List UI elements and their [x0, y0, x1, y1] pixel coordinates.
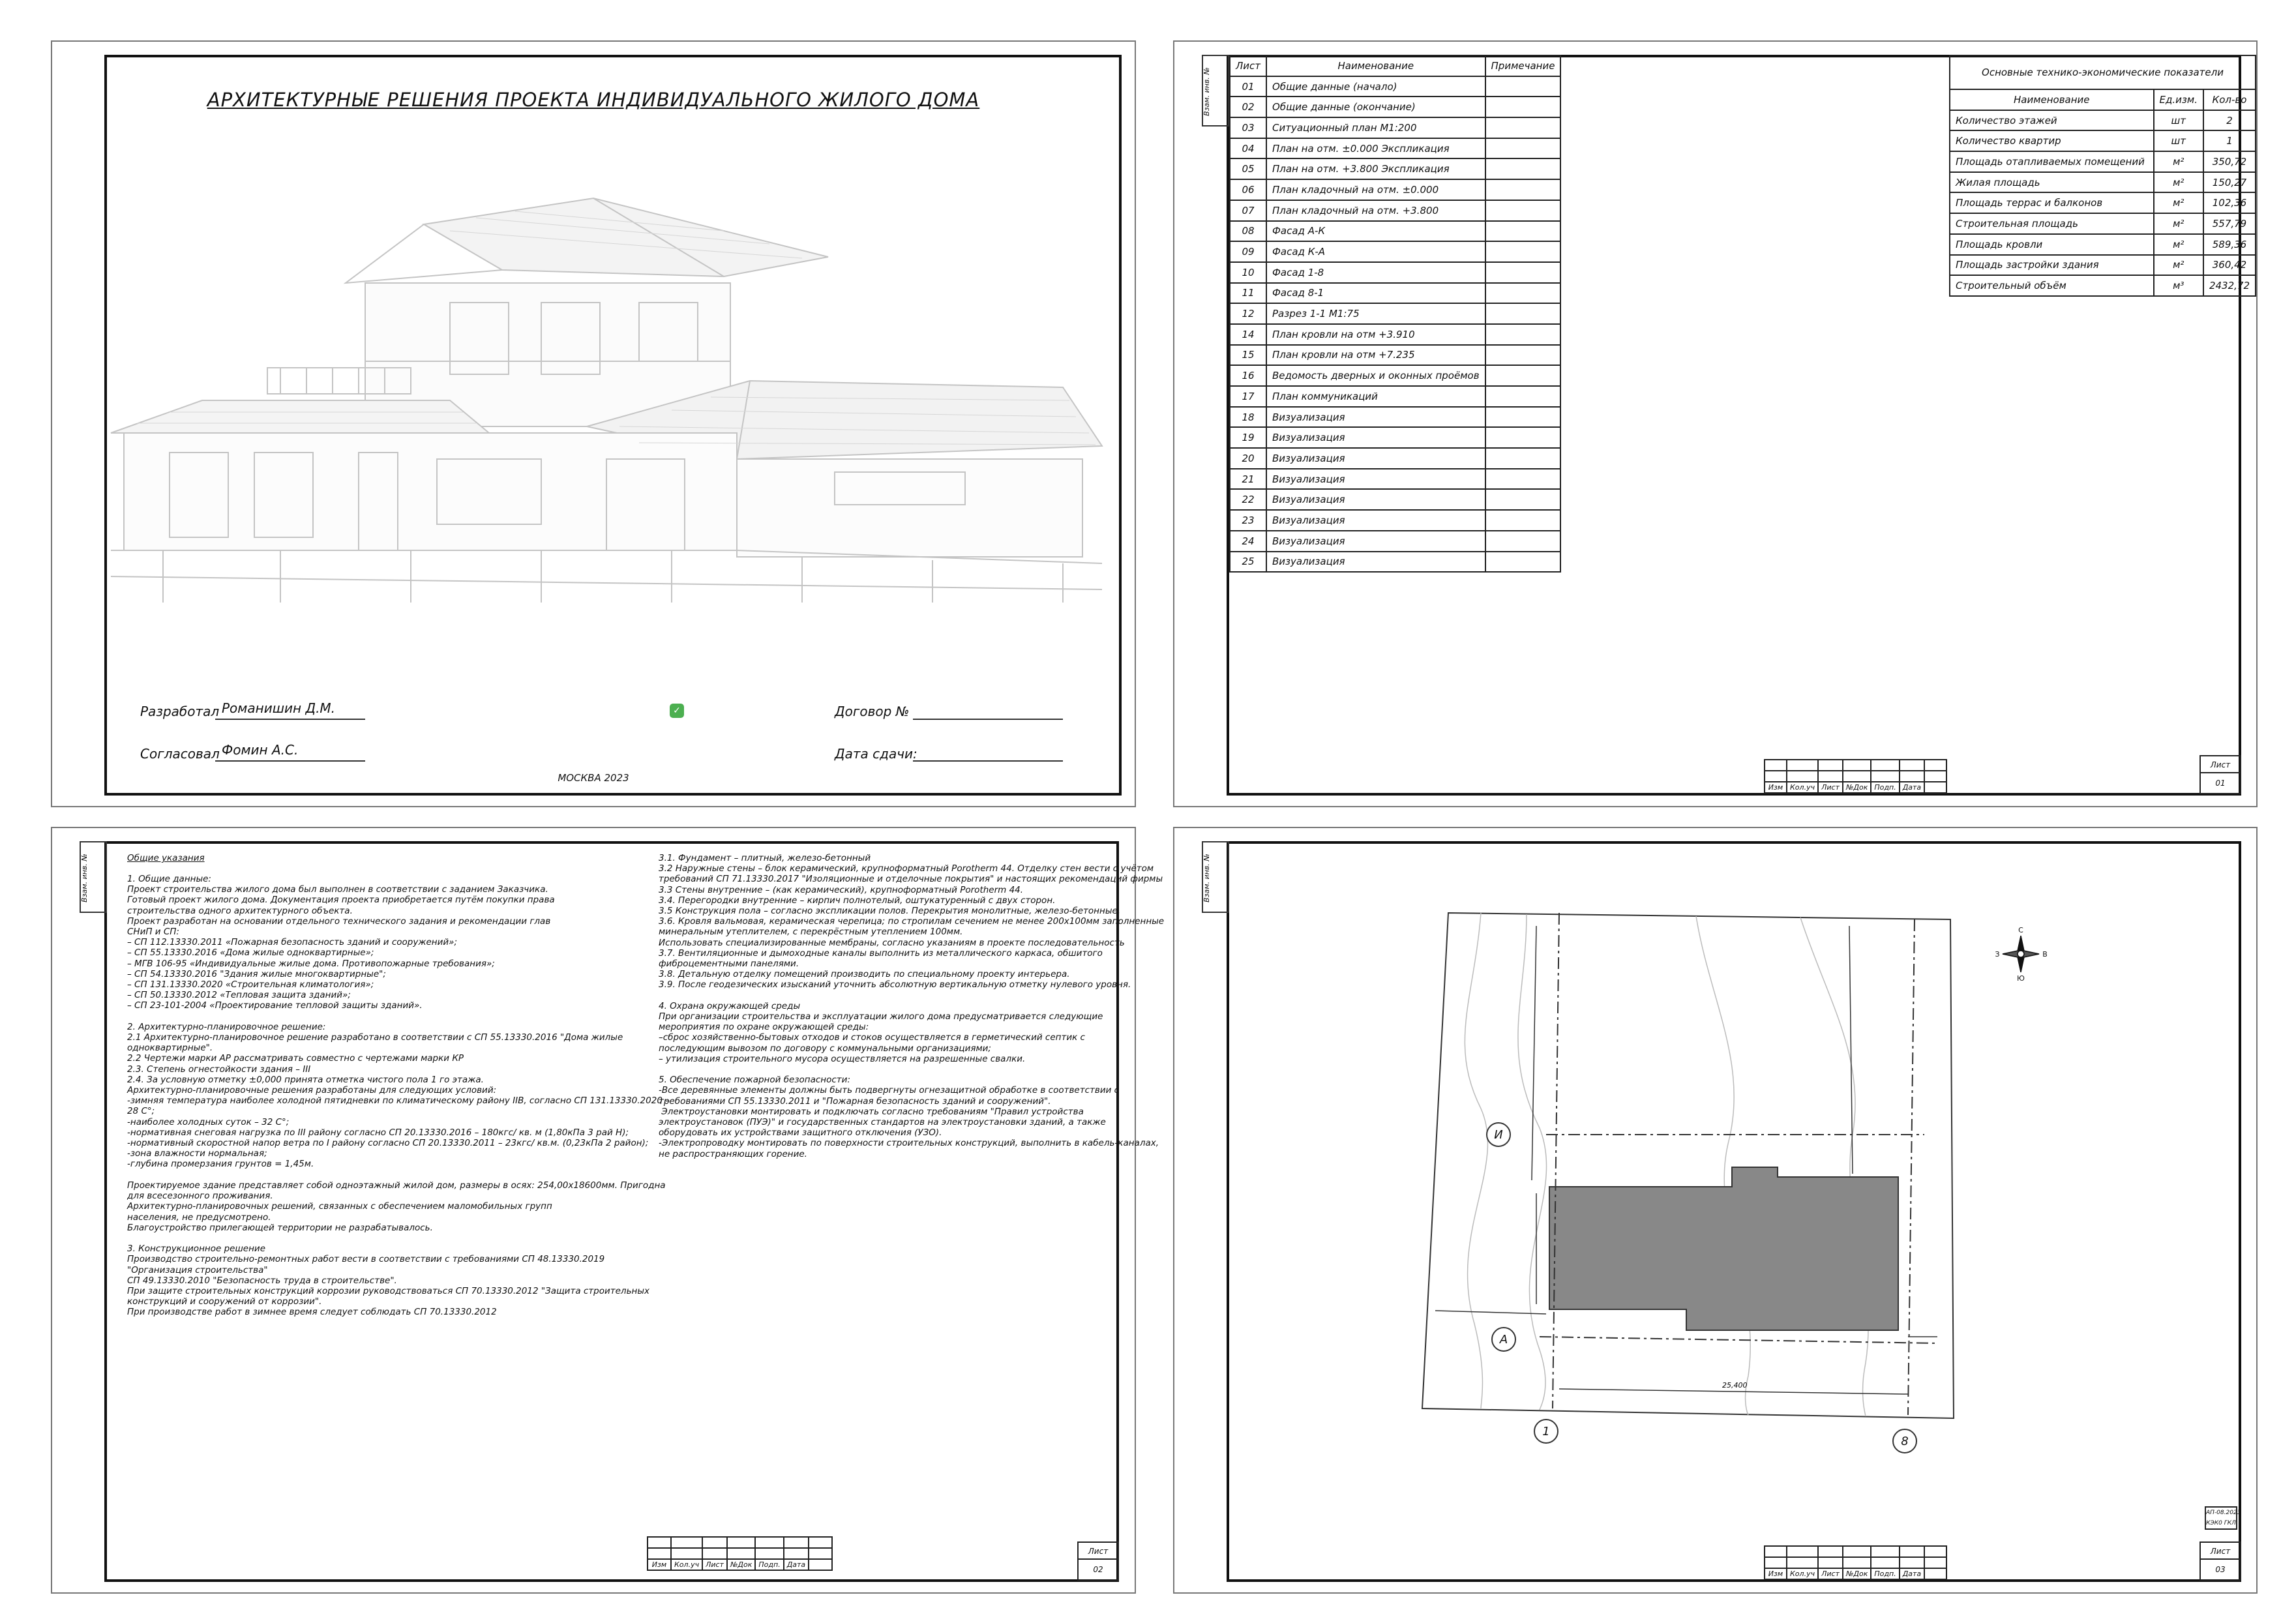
contents-sheet-name: План коммуникаций: [1266, 386, 1485, 407]
stamp-koluch: Кол.уч: [1787, 782, 1818, 793]
contents-sheet-name: План кровли на отм +7.235: [1266, 345, 1485, 366]
tep-row: [1950, 151, 2256, 172]
stamp-podp: Подп.: [1871, 1568, 1899, 1579]
tep-indicator: Площадь застройки здания: [1950, 255, 2154, 276]
contents-sheet-no: 20: [1230, 448, 1266, 469]
contents-sheet-name: Визуализация: [1266, 469, 1485, 490]
contents-sheet-name: Визуализация: [1266, 407, 1485, 428]
contents-sheet-note: [1485, 448, 1561, 469]
house-visualization: [85, 185, 1128, 616]
contents-body: [1230, 76, 1560, 573]
contents-sheet: [1173, 40, 2258, 807]
tep-indicator: Площадь отапливаемых помещений: [1950, 151, 2154, 172]
compass-north: С: [2018, 926, 2023, 934]
tep-qty: 589,36: [2203, 234, 2256, 255]
stamp-list: Лист: [1818, 782, 1843, 793]
contents-sheet-note: [1485, 76, 1561, 97]
compass-east: В: [2042, 950, 2048, 959]
contents-sheet-note: [1485, 489, 1561, 510]
sheet-number: 02: [1093, 1565, 1103, 1574]
contents-sheet-no: 08: [1230, 221, 1266, 242]
contents-sheet-no: 25: [1230, 552, 1266, 573]
contents-sheet-no: 14: [1230, 324, 1266, 345]
stamp-data: Дата: [1900, 782, 1924, 793]
stamp-data: Дата: [1900, 1568, 1924, 1579]
sheet-number-label: Лист: [2201, 1543, 2240, 1560]
contents-sheet-name: Фасад 8-1: [1266, 283, 1485, 304]
contents-sheet-note: [1485, 552, 1561, 573]
contents-sheet-name: Фасад А-К: [1266, 221, 1485, 242]
contents-row: [1230, 552, 1560, 573]
contents-sheet-name: Фасад К-А: [1266, 241, 1485, 262]
contents-sheet-no: 19: [1230, 427, 1266, 448]
contents-sheet-note: [1485, 283, 1561, 304]
site-plan-sheet: [1173, 827, 2258, 1594]
tep-qty: 150,27: [2203, 172, 2256, 193]
notes-column-right: 3.1. Фундамент – плитный, железо-бетонный 3.2 Наружные стены – блок керамический, крупноформатный Porotherm 44. Отделку стен вести с учётом требований СП 71.13330.2017 "Изоляционные и отделочные покрытия" и настоящих рекомендаций фирмы 3.3 Стены внутренние – (как керамический), крупноформатный Porotherm 44. 3.4. Перегородки внутренние – кирпич полнотелый, оштукатуренный с двух сторон. 3.5 Конструкция пола – согласно экспликации полов. Перекрытия монолитные, железо-бетонные. 3.6. Кровля вальмовая, керамическая черепица; по стропилам сечением не менее 200х100мм заполненные минеральным утеплителем, с перекрёстным утеплением 100мм. Использовать специализированные мембраны, согласно указаниям в проекте последовательность 3.7. Вентиляционные и дымоходные каналы выполнить из металлического каркаса, обшитого фиброцементными панелями. 3.8. Детальную отделку помещений производить по специальному проекту интерьера. 3.9. После геодезических изысканий уточнить абсолютную вертикальную отметку нулевого уровня. 4. Охрана окружающей среды При организации строительства и эксплуатации жилого дома предусматривается следующие мероприятия по охране окружающей среды: –сброс хозяйственно-бытовых отходов и стоков осуществляется в герметический септик с последующим вывозом по договору с коммунальными организациями; – утилизация строительного мусора осуществляется на разрешенные свалки. 5. Обеспечение пожарной безопасности: -Все деревянные элементы должны быть подвергнуты огнезащитной обработке в соответствии с требованиями СП 55.13330.2011 и "Пожарная безопасность зданий и сооружений". Электроустановки монтировать и подключать согласно требованиям "Правил устройства электроустановок (ПУЭ)" и государственных стандартов на электроустановки зданий, а также оборудовать их устройствами защитного отключения (УЗО). -Электропроводку монтировать по поверхности строительных конструкций, выполнить в кабель-каналах, не распространяющих горение.: [659, 853, 1165, 1159]
tep-unit: м²: [2154, 255, 2203, 276]
contents-row: [1230, 200, 1560, 221]
contents-sheet-note: [1485, 324, 1561, 345]
contents-row: [1230, 365, 1560, 386]
contents-row: [1230, 531, 1560, 552]
contents-sheet-no: 23: [1230, 510, 1266, 531]
sheet-number-label: Лист: [2201, 756, 2240, 773]
stamp-podp: Подп.: [755, 1559, 783, 1570]
contents-row: [1230, 407, 1560, 428]
contents-row: [1230, 76, 1560, 97]
tep-indicator: Площадь террас и балконов: [1950, 192, 2154, 213]
contents-sheet-no: 05: [1230, 158, 1266, 179]
stamp-izm: Изм: [1765, 1568, 1787, 1579]
contents-sheet-no: 22: [1230, 489, 1266, 510]
tep-row: [1950, 255, 2256, 276]
north-arrow-icon: [2003, 936, 2039, 972]
contents-sheet-name: План кладочный на отм. +3.800: [1266, 200, 1485, 221]
contents-row: [1230, 324, 1560, 345]
contents-sheet-note: [1485, 469, 1561, 490]
grid-axes: [1540, 913, 1937, 1415]
tep-unit: м²: [2154, 192, 2203, 213]
contents-sheet-name: План кладочный на отм. ±0.000: [1266, 179, 1485, 200]
tep-header-name: Наименование: [1950, 89, 2154, 110]
contents-sheet-no: 12: [1230, 303, 1266, 324]
approved-value: Фомин А.С.: [215, 742, 365, 762]
title-sheet: [51, 40, 1136, 807]
tep-row: [1950, 234, 2256, 255]
tep-unit: шт: [2154, 110, 2203, 131]
developed-value: Романишин Д.М.: [215, 700, 365, 720]
contents-sheet-name: План на отм. +3.800 Экспликация: [1266, 158, 1485, 179]
dimension-label: 25,400: [1722, 1381, 1748, 1390]
title-block: [647, 1536, 833, 1571]
tep-qty: 557,79: [2203, 213, 2256, 234]
contents-sheet-name: Ситуационный план М1:200: [1266, 117, 1485, 138]
contents-sheet-name: Визуализация: [1266, 489, 1485, 510]
title-block: [1764, 759, 1947, 794]
axis-label-1: 1: [1542, 1425, 1550, 1438]
contents-row: [1230, 510, 1560, 531]
contents-sheet-no: 17: [1230, 386, 1266, 407]
axis-label-A: А: [1499, 1333, 1508, 1347]
compass-south: Ю: [2017, 974, 2025, 983]
stamp-list: Лист: [702, 1559, 727, 1570]
tep-caption: Основные технико-экономические показатели: [1950, 55, 2256, 89]
approved-label: Согласовал: [140, 746, 220, 762]
contents-sheet-name: Визуализация: [1266, 427, 1485, 448]
contents-sheet-note: [1485, 179, 1561, 200]
delivery-field: [913, 742, 1063, 762]
contents-sheet-note: [1485, 200, 1561, 221]
contents-header-name: Наименование: [1266, 55, 1485, 76]
stamp-podp: Подп.: [1871, 782, 1899, 793]
contents-sheet-name: Визуализация: [1266, 531, 1485, 552]
stamp-ndok: №Док: [1843, 1568, 1871, 1579]
contents-sheet-no: 06: [1230, 179, 1266, 200]
city-year: МОСКВА 2023: [558, 772, 629, 784]
contents-sheet-no: 09: [1230, 241, 1266, 262]
contents-sheet-note: [1485, 221, 1561, 242]
side-stamp-text: Взам. инв. №: [80, 854, 89, 902]
axis-label-I: И: [1494, 1128, 1503, 1142]
contents-sheet-note: [1485, 303, 1561, 324]
contents-sheet-note: [1485, 97, 1561, 117]
tep-indicator: Строительная площадь: [1950, 213, 2154, 234]
tep-indicator: Площадь кровли: [1950, 234, 2154, 255]
tep-qty: 2432,72: [2203, 275, 2256, 296]
contents-sheet-name: Визуализация: [1266, 552, 1485, 573]
corner-stamp: [2205, 1506, 2241, 1530]
contents-sheet-note: [1485, 510, 1561, 531]
tep-row: [1950, 192, 2256, 213]
contents-sheet-no: 10: [1230, 262, 1266, 283]
contents-sheet-no: 21: [1230, 469, 1266, 490]
contents-row: [1230, 448, 1560, 469]
contents-row: [1230, 158, 1560, 179]
contents-table: [1229, 55, 1561, 573]
contents-row: [1230, 179, 1560, 200]
tep-row: [1950, 172, 2256, 193]
tep-indicator: Строительный объём: [1950, 275, 2154, 296]
contents-header-note: Примечание: [1485, 55, 1561, 76]
stamp-koluch: Кол.уч: [1787, 1568, 1818, 1579]
tep-qty: 2: [2203, 110, 2256, 131]
stamp-izm: Изм: [1765, 782, 1787, 793]
contents-sheet-no: 04: [1230, 138, 1266, 159]
sheet-number: 01: [2215, 779, 2226, 788]
notes-heading: Общие указания: [127, 853, 205, 863]
contract-label: Договор №: [835, 704, 910, 719]
contract-field: [913, 700, 1063, 720]
contents-row: [1230, 241, 1560, 262]
tep-indicator: Жилая площадь: [1950, 172, 2154, 193]
contents-sheet-no: 16: [1230, 365, 1266, 386]
contents-sheet-note: [1485, 427, 1561, 448]
stamp-ndok: №Док: [1843, 782, 1871, 793]
stamp-izm: Изм: [648, 1559, 671, 1570]
contents-sheet-no: 11: [1230, 283, 1266, 304]
contents-sheet-name: Визуализация: [1266, 448, 1485, 469]
notes-sheet: [51, 827, 1165, 1594]
contents-sheet-note: [1485, 117, 1561, 138]
contents-sheet-note: [1485, 345, 1561, 366]
contents-sheet-no: 15: [1230, 345, 1266, 366]
building-footprint: [1549, 1167, 1898, 1330]
project-title: АРХИТЕКТУРНЫЕ РЕШЕНИЯ ПРОЕКТА ИНДИВИДУАЛЬНОГО ЖИЛОГО ДОМА: [207, 89, 980, 111]
axis-label-8: 8: [1901, 1435, 1909, 1448]
contents-row: [1230, 97, 1560, 117]
tep-qty: 360,42: [2203, 255, 2256, 276]
tep-unit: м³: [2154, 275, 2203, 296]
tep-indicator: Количество этажей: [1950, 110, 2154, 131]
tep-row: [1950, 130, 2256, 151]
contents-row: [1230, 138, 1560, 159]
contents-sheet-name: Общие данные (окончание): [1266, 97, 1485, 117]
contents-sheet-note: [1485, 262, 1561, 283]
contents-sheet-note: [1485, 407, 1561, 428]
tep-unit: м²: [2154, 151, 2203, 172]
contents-sheet-name: Визуализация: [1266, 510, 1485, 531]
stamp-ndok: №Док: [727, 1559, 755, 1570]
tep-qty: 1: [2203, 130, 2256, 151]
site-plan-drawing: [1174, 828, 2259, 1595]
contents-row: [1230, 117, 1560, 138]
tep-qty: 102,36: [2203, 192, 2256, 213]
sheet-number-box: [2199, 755, 2241, 794]
contents-sheet-note: [1485, 365, 1561, 386]
contents-row: [1230, 386, 1560, 407]
tep-body: [1950, 110, 2256, 296]
side-stamp: [80, 841, 107, 913]
contents-sheet-note: [1485, 241, 1561, 262]
compass-west: З: [1995, 950, 2000, 959]
contents-row: [1230, 262, 1560, 283]
tep-header-qty: Кол-во: [2203, 89, 2256, 110]
contents-sheet-name: Общие данные (начало): [1266, 76, 1485, 97]
tep-unit: м²: [2154, 172, 2203, 193]
contents-header-sheet: Лист: [1230, 55, 1266, 76]
sheet-number-box: [2199, 1541, 2241, 1581]
contents-sheet-name: План кровли на отм +3.910: [1266, 324, 1485, 345]
tep-unit: м²: [2154, 234, 2203, 255]
contents-row: [1230, 345, 1560, 366]
tep-row: [1950, 110, 2256, 131]
contents-sheet-no: 01: [1230, 76, 1266, 97]
side-stamp-text: Взам. инв. №: [1202, 854, 1211, 902]
title-block: [1764, 1545, 1947, 1580]
corner-stamp-text-2: КЭК0 ГКЛ: [2206, 1520, 2236, 1526]
contents-row: [1230, 221, 1560, 242]
contents-row: [1230, 489, 1560, 510]
side-stamp-text: Взам. инв. №: [1202, 67, 1211, 116]
corner-stamp-text: АП-08.2023: [2206, 1510, 2241, 1516]
tep-row: [1950, 275, 2256, 296]
stamp-list: Лист: [1818, 1568, 1843, 1579]
tep-header-unit: Ед.изм.: [2154, 89, 2203, 110]
contents-sheet-note: [1485, 138, 1561, 159]
tep-indicator: Количество квартир: [1950, 130, 2154, 151]
notes-column-left: 1. Общие данные: Проект строительства жилого дома был выполнен в соответствии с заданием Заказчика. Готовый проект жилого дома. Документация проекта приобретается путём покупки права строительства одного архитектурного объекта. Проект разработан на основании отдельного технического задания и рекомендации глав СНиП и СП: – СП 112.13330.2011 «Пожарная безопасность зданий и сооружений»; – СП 55.13330.2016 «Дома жилые одноквартирные»; – МГВ 106-95 «Индивидуальные жилые дома. Противопожарные требования»; – СП 54.13330.2016 "Здания жилые многоквартирные"; – СП 131.13330.2020 «Строительная климатология»; – СП 50.13330.2012 «Тепловая защита зданий»; – СП 23-101-2004 «Проектирование тепловой защиты зданий». 2. Архитектурно-планировочное решение: 2.1 Архитектурно-планировочное решение разработано в соответствии с СП 55.13330.2016 "Дома жилые одноквартирные". 2.2 Чертежи марки АР рассматривать совместно с чертежами марки КР 2.3. Степень огнестойкости здания – III 2.4. За условную отметку ±0,000 принята отметка чистого пола 1 го этажа. Архитектурно-планировочные решения разработаны для следующих условий: -зимняя температура наиболее холодной пятидневки по климатическому району IIВ, согласно СП 131.13330.2020 – 28 С°; -наиболее холодных суток – 32 С°; -нормативная снеговая нагрузка по III району согласно СП 20.13330.2016 – 180кгс/ кв. м (1,80кПа 3 рай Н); -нормативный скоростной напор ветра по I району согласно СП 20.13330.2011 – 23кгс/ кв.м. (0,23кПа 2 район); -зона влажности нормальная; -глубина промерзания грунтов = 1,45м. Проектируемое здание представляет собой одноэтажный жилой дом, размеры в осях: 254,00х18600мм. Пригодна для всесезонного проживания. Архитектурно-планировочных решений, связанных с обеспечением маломобильных групп населения, не предусмотрено. Благоустройство прилегающей территории не разрабатывалось. 3. Конструкционное решение Производство строительно-ремонтных работ вести в соответствии с требованиями СП 48.13330.2019 "Организация строительства" СП 49.13330.2010 "Безопасность труда в строительстве". При защите строительных конструкций коррозии руководствоваться СП 70.13330.2012 "Защита строительных конструкций и сооружений от коррозии". При производстве работ в зимнее время следует соблюдать СП 70.13330.2012: [127, 874, 670, 1318]
contents-sheet-note: [1485, 386, 1561, 407]
developed-label: Разработал: [140, 704, 220, 719]
tep-row: [1950, 213, 2256, 234]
sheet-number: 03: [2215, 1565, 2226, 1574]
contents-sheet-no: 24: [1230, 531, 1266, 552]
stamp-data: Дата: [784, 1559, 809, 1570]
delivery-label: Дата сдачи:: [835, 746, 917, 762]
contents-sheet-note: [1485, 531, 1561, 552]
sheet-number-label: Лист: [1079, 1543, 1118, 1560]
contents-sheet-no: 03: [1230, 117, 1266, 138]
contents-sheet-no: 18: [1230, 407, 1266, 428]
contents-row: [1230, 469, 1560, 490]
tep-qty: 350,72: [2203, 151, 2256, 172]
contents-row: [1230, 283, 1560, 304]
tep-table: [1949, 55, 2256, 297]
contents-row: [1230, 303, 1560, 324]
tep-unit: шт: [2154, 130, 2203, 151]
contents-sheet-note: [1485, 158, 1561, 179]
side-stamp: [1202, 55, 1229, 127]
stamp-koluch: Кол.уч: [671, 1559, 702, 1570]
contents-sheet-name: Ведомость дверных и оконных проёмов: [1266, 365, 1485, 386]
leaf-logo-icon: ✓: [670, 704, 684, 718]
sheet-number-box: [1077, 1541, 1119, 1581]
contents-sheet-no: 02: [1230, 97, 1266, 117]
contents-row: [1230, 427, 1560, 448]
contents-sheet-no: 07: [1230, 200, 1266, 221]
contents-sheet-name: Разрез 1-1 М1:75: [1266, 303, 1485, 324]
contents-sheet-name: План на отм. ±0.000 Экспликация: [1266, 138, 1485, 159]
contents-sheet-name: Фасад 1-8: [1266, 262, 1485, 283]
tep-unit: м²: [2154, 213, 2203, 234]
